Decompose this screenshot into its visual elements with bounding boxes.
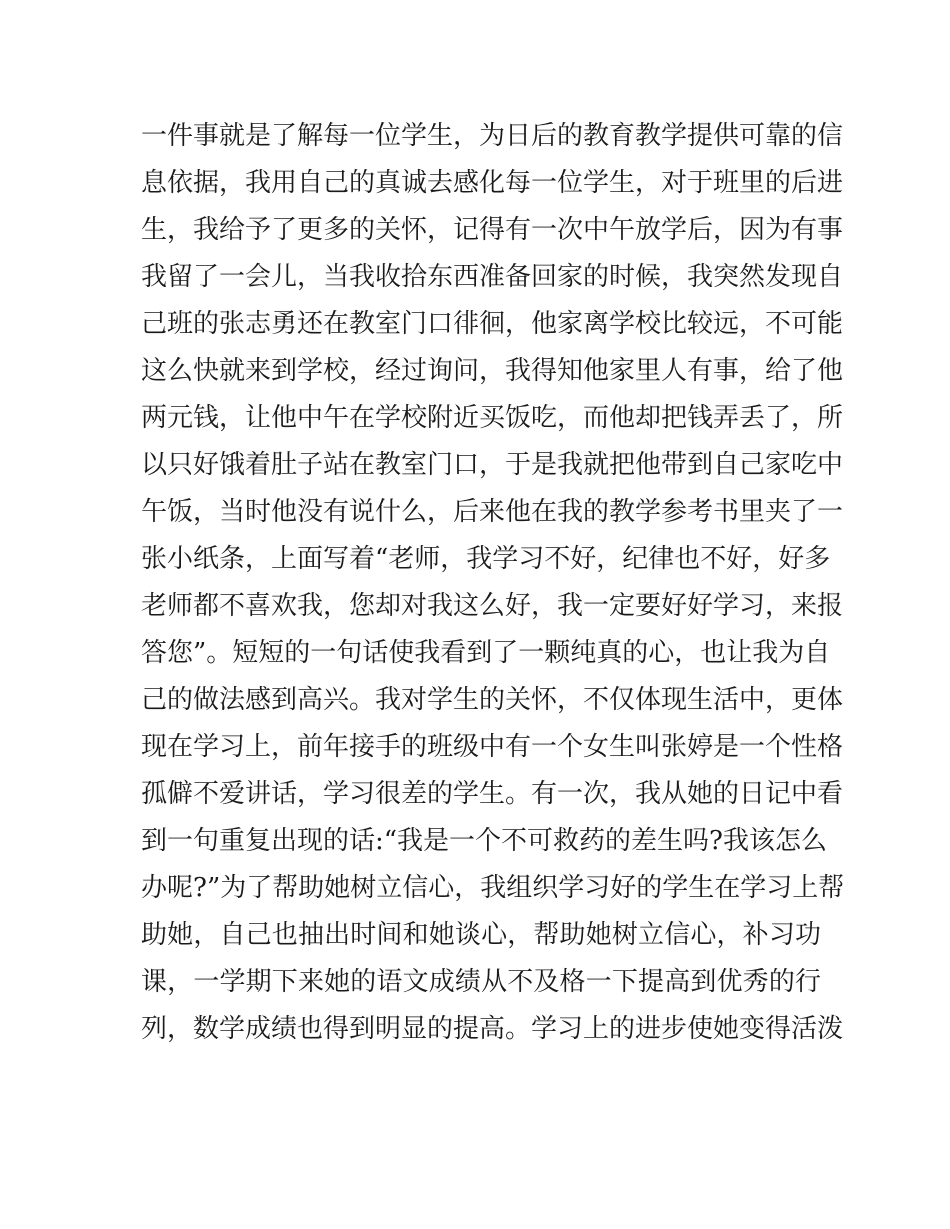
text-line: 己的做法感到高兴。我对学生的关怀，不仅体现生活中，更体	[141, 685, 844, 715]
text-line: 以只好饿着肚子站在教室门口，于是我就把他带到自己家吃中	[141, 450, 844, 480]
text-line: 孤僻不爱讲话，学习很差的学生。有一次，我从她的日记中看	[141, 779, 844, 809]
text-line: 两元钱，让他中午在学校附近买饭吃，而他却把钱弄丢了，所	[141, 403, 844, 433]
text-line: 这么快就来到学校，经过询问，我得知他家里人有事，给了他	[141, 356, 844, 386]
text-line: 张小纸条，上面写着“老师，我学习不好，纪律也不好，好多	[141, 544, 831, 574]
text-line: 助她，自己也抽出时间和她谈心，帮助她树立信心，补习功	[141, 920, 821, 950]
text-line: 午饭，当时他没有说什么，后来他在我的教学参考书里夹了一	[141, 497, 844, 527]
text-line: 息依据，我用自己的真诚去感化每一位学生，对于班里的后进	[141, 168, 844, 198]
text-line: 生，我给予了更多的关怀，记得有一次中午放学后，因为有事	[141, 215, 844, 245]
text-line: 到一句重复出现的话:“我是一个不可救药的差生吗?我该怎么	[141, 826, 827, 856]
text-line: 课，一学期下来她的语文成绩从不及格一下提高到优秀的行	[141, 967, 821, 997]
body-paragraph	[141, 113, 845, 1053]
text-line: 答您”。短短的一句话使我看到了一颗纯真的心，也让我为自	[141, 638, 831, 668]
text-line: 一件事就是了解每一位学生，为日后的教育教学提供可靠的信	[141, 121, 844, 151]
text-line: 办呢?”为了帮助她树立信心，我组织学习好的学生在学习上帮	[141, 873, 845, 903]
text-line: 老师都不喜欢我，您却对我这么好，我一定要好好学习，来报	[141, 591, 844, 621]
text-line: 己班的张志勇还在教室门口徘徊，他家离学校比较远，不可能	[141, 309, 844, 339]
text-line: 现在学习上，前年接手的班级中有一个女生叫张婷是一个性格	[141, 732, 844, 762]
text-line: 列，数学成绩也得到明显的提高。学习上的进步使她变得活泼	[141, 1014, 844, 1044]
text-line: 我留了一会儿，当我收拾东西准备回家的时候，我突然发现自	[141, 262, 844, 292]
